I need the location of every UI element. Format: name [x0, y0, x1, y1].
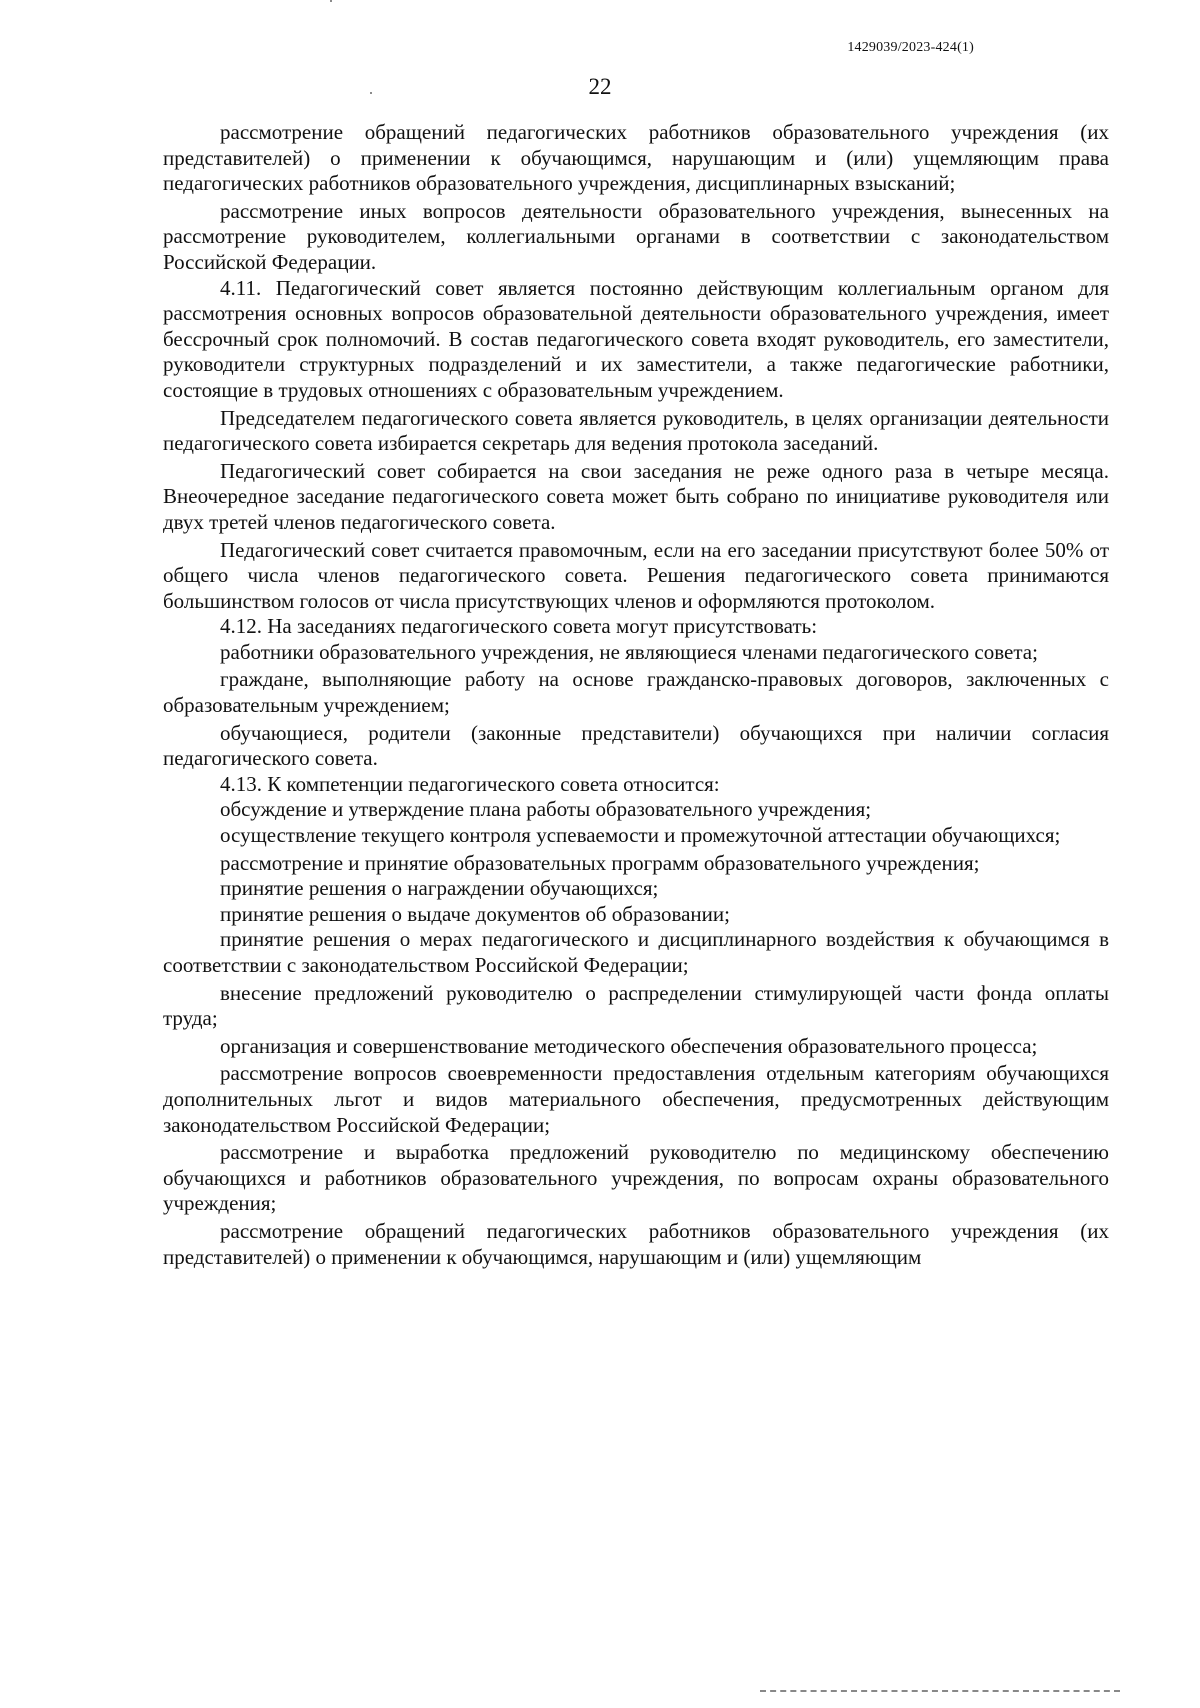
- paragraph: Педагогический совет собирается на свои заседания не реже одного раза в четыре месяца. Внеочередное заседание педагогического совета может быть собрано по инициативе руководителя или двух третей членов педагогического совета.: [163, 458, 1109, 534]
- paragraph: осуществление текущего контроля успеваемости и промежуточной аттестации обучающихся;: [220, 823, 1061, 848]
- paragraph: Педагогический совет считается правомочным, если на его заседании присутствуют более 50% от общего числа членов педагогического совета. Решения педагогического совета принимаются большинством голосов от числа присутствующих членов и оформляются протоколом.: [163, 537, 1109, 613]
- document-id: 1429039/2023-424(1): [847, 40, 974, 55]
- page-number: 22: [588, 74, 612, 99]
- paragraph: 4.11. Педагогический совет является постоянно действующим коллегиальным органом для рассмотрения основных вопросов образовательной деятельности образовательного учреждения, имеет бессрочный срок полномочий. В состав педагогического совета входят руководитель, его заместители, руководители структурных подразделений и их заместители, а также педагогические работники, состоящие в трудовых отношениях с образовательным учреждением.: [163, 275, 1109, 402]
- paragraph: рассмотрение обращений педагогических работников образовательного учреждения (их представителей) о применении к обучающимся, нарушающим и (или) ущемляющим права педагогических работников образовательного учреждения, дисциплинарных взысканий;: [163, 120, 1109, 196]
- paragraph: граждане, выполняющие работу на основе гражданско-правовых договоров, заключенных с образовательным учреждением;: [163, 667, 1109, 718]
- paragraph: внесение предложений руководителю о распределении стимулирующей части фонда оплаты труда;: [163, 980, 1109, 1031]
- paragraph: рассмотрение иных вопросов деятельности образовательного учреждения, вынесенных на рассмотрение руководителем, коллегиальными органами в соответствии с законодательством Российской Федерации.: [163, 198, 1109, 274]
- paragraph: работники образовательного учреждения, не являющиеся членами педагогического совета;: [220, 639, 1038, 664]
- paragraph: рассмотрение и принятие образовательных программ образовательного учреждения;: [220, 850, 980, 875]
- document-body: [163, 120, 1109, 1270]
- paragraph: рассмотрение обращений педагогических работников образовательного учреждения (их представителей) о применении к обучающимся, нарушающим и (или) ущемляющим: [163, 1218, 1109, 1269]
- paragraph: рассмотрение вопросов своевременности предоставления отдельным категориям обучающихся дополнительных льгот и видов материального обеспечения, предусмотренных действующим законодательством Российской Федерации;: [163, 1061, 1109, 1137]
- paragraph: Председателем педагогического совета является руководитель, в целях организации деятельности педагогического совета избирается секретарь для ведения протокола заседаний.: [163, 405, 1109, 456]
- paragraph: принятие решения о мерах педагогического и дисциплинарного воздействия к обучающимся в соответствии с законодательством Российской Федерации;: [163, 927, 1109, 977]
- paragraph: принятие решения о награждении обучающихся;: [220, 876, 659, 901]
- paragraph: обсуждение и утверждение плана работы образовательного учреждения;: [220, 797, 872, 822]
- paragraph: обучающиеся, родители (законные представители) обучающихся при наличии согласия педагогического совета.: [163, 720, 1109, 771]
- paragraph: рассмотрение и выработка предложений руководителю по медицинскому обеспечению обучающихся и работников образовательного учреждения, по вопросам охраны образовательного учреждения;: [163, 1140, 1109, 1216]
- paragraph: организация и совершенствование методического обеспечения образовательного процесса;: [220, 1033, 1038, 1058]
- paragraph: принятие решения о выдаче документов об образовании;: [220, 901, 730, 926]
- paragraph: 4.12. На заседаниях педагогического совета могут присутствовать:: [220, 614, 818, 639]
- scan-speck: [330, 0, 332, 2]
- scan-edge-line: [760, 1690, 1120, 1694]
- scan-speck: [370, 92, 372, 94]
- paragraph: 4.13. К компетенции педагогического совета относится:: [220, 771, 720, 796]
